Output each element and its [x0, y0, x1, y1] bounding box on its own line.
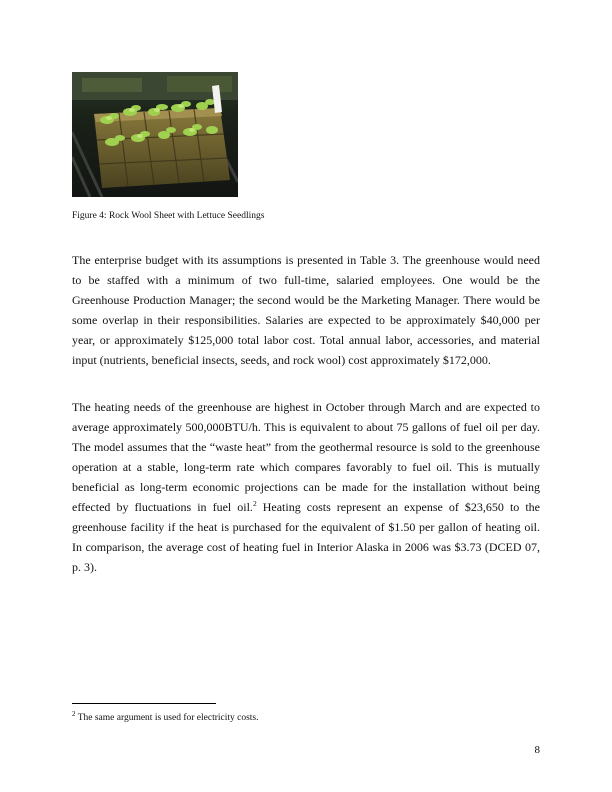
footnote	[72, 708, 259, 724]
figure-caption: Figure 4: Rock Wool Sheet with Lettuce Seedlings	[72, 211, 265, 221]
heating-paragraph	[72, 397, 540, 577]
footnote-number: 2	[72, 710, 76, 718]
footnote-text: The same argument is used for electricity costs.	[75, 713, 259, 724]
heating-text-part1: The heating needs of the greenhouse are highest in October through March and are expected to average approximately 500,000BTU/h. This is equivalent to about 75 gallons of fuel oil per day. The model assumes that the “waste heat” from the geothermal resource is sold to the greenhouse operation at a stable, long-term rate which compares favorably to fuel oil. This is mutually beneficial as long-term economic projections can be made for the installation without being effected by fluctuations in fuel oil.	[72, 400, 540, 514]
figure-rock-wool-photo	[72, 72, 238, 197]
heating-text-part2: Heating costs represent an expense of $23,650 to the greenhouse facility if the heat is purchased for the equivalent of $1.50 per gallon of heating oil. In comparison, the average cost of heating fuel in Interior Alaska in 2006 was $3.73 (DCED 07, p. 3).	[72, 500, 540, 574]
footnote-divider	[72, 703, 216, 704]
budget-paragraph: The enterprise budget with its assumptions is presented in Table 3. The greenhouse would need to be staffed with a minimum of two full-time, salaried employees. One would be the Greenhouse Production Manager; the second would be the Marketing Manager. There would be some overlap in their responsibilities. Salaries are expected to be approximately $40,000 per year, or approximately $125,000 total labor cost. Total annual labor, accessories, and material input (nutrients, beneficial insects, seeds, and rock wool) cost approximately $172,000.	[72, 253, 540, 367]
rock-wool-seedlings-image	[72, 72, 238, 197]
footnote-reference[interactable]: 2	[252, 499, 257, 508]
page-number: 8	[534, 744, 540, 756]
